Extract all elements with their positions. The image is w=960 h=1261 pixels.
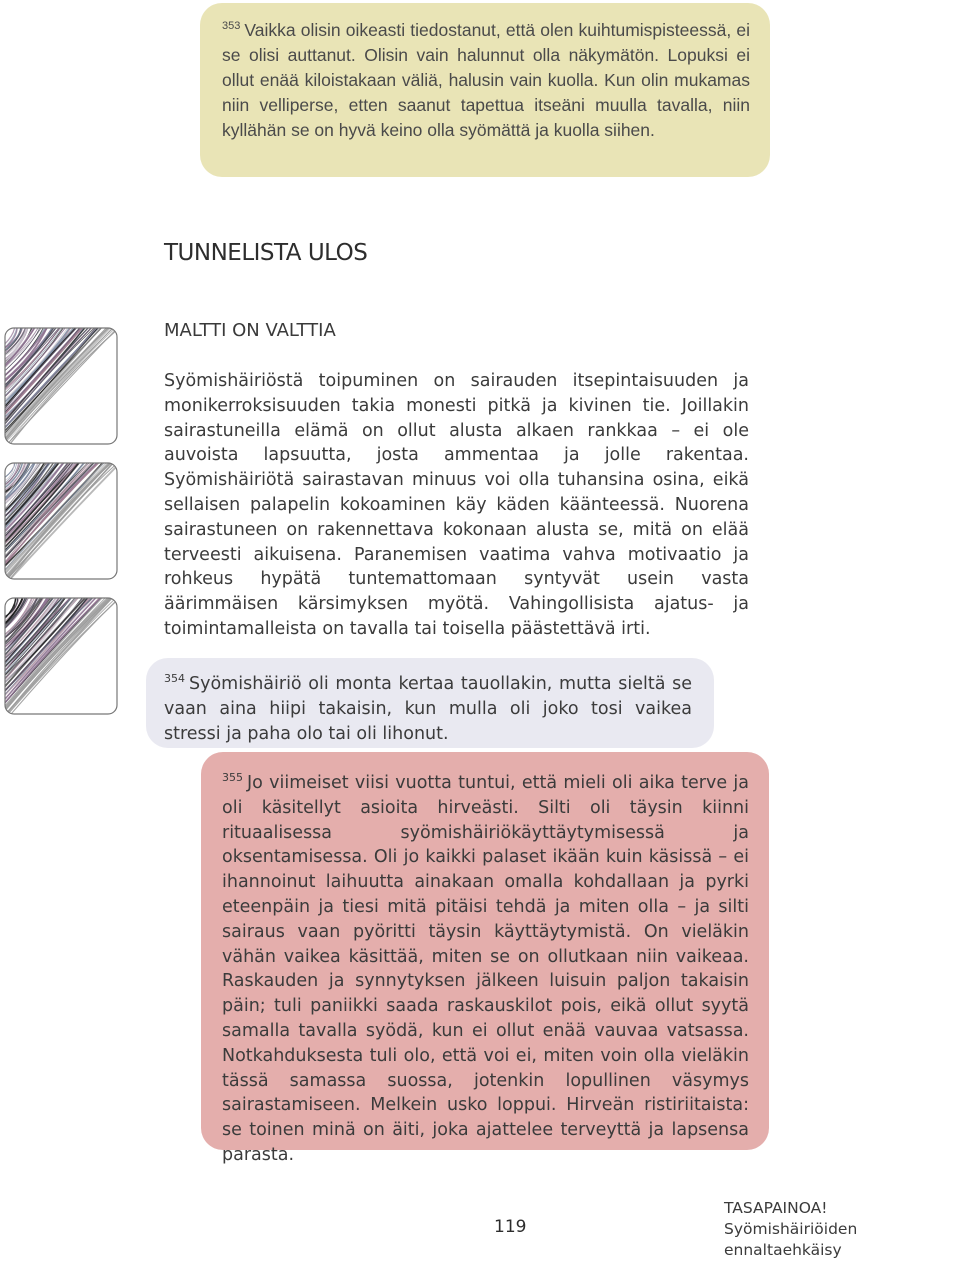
hair-swatch-icon [4,462,118,580]
quote-box-355 [201,752,769,1165]
quote-text: Jo viimeiset viisi vuotta tuntui, että mieli oli aika terve ja oli käsitellyt asioita hirveästi. Silti oli täysin kiinni rituaalisessa syömishäiriökäyttäytymisessä ja oksentamisessa. Oli jo kaikki palaset ikään kuin käsissä – ei ihannoinut laihuutta ainakaan omalla kohdallaan ja pyrki eteenpäin ja tiesi mitä pitäisi tehdä ja miten olla – ja silti sairaus vaan pyöritti täysin käyttäytymistä. On vieläkin vähän vaikea käsittää, miten se on ollutkaan niin vaikeaa. Raskauden ja synnytyksen jälkeen luisuin paljon takaisin päin; tuli paniikki saada raskauskilot pois, eikä ollut syytä samalla tavalla syödä, kun ei ollut enää vauvaa vatsassa. Notkahduksesta tuli olo, että voi ei, miten voin olla vieläkin tässä samassa suossa, jotenkin lopullinen väsymys sairastamiseen. Melkein usko loppui. Hirveän ristiriitaista: se toinen minä on äiti, joka ajattelee terveyttä ja lapsensa parasta. [222,773,749,1165]
footer-brand-subtitle: Syömishäiriöiden ennaltaehkäisy [724,1220,858,1259]
page-number: 119 [494,1217,527,1237]
quote-number: 353 [222,20,241,32]
quote-number: 354 [164,672,185,685]
quote-box-353 [200,3,770,177]
body-paragraph: Syömishäiriöstä toipuminen on sairauden itsepintaisuuden ja monikerroksisuuden takia monesti pitkä ja kivinen tie. Joillakin sairastuneilla elämä on ollut alusta alkaen rankkaa – ei ole auvoista lapsuutta, josta ammentaa ja jolle rakentaa. Syömishäiriötä sairastavan minuus voi olla tuhansina osina, eikä sellaisen palapelin kokoaminen käy käden käänteessä. Nuorena sairastuneen on rakennettava kokonaan alusta se, mitä on elää terveesti aikuisena. Paranemisen vaatima vahva motivaatio ja rohkeus hypätä tuntemattomaan syntyvät usein vasta äärimmäisen kärsimyksen myötä. Vahingollisista ajatus- ja toimintamalleista on tavalla tai toisella päästettävä irti. [164,371,749,639]
footer-brand [724,1198,960,1261]
section-subheading: MALTTI ON VALTTIA [164,320,336,341]
footer-brand-title: TASAPAINOA! [724,1199,828,1217]
quote-box-354 [146,658,714,748]
quote-text: Syömishäiriö oli monta kertaa tauollakin, mutta sieltä se vaan aina hiipi takaisin, kun mulla oli joko tosi vaikea stressi ja paha olo tai oli lihonut. [164,674,692,744]
section-heading: TUNNELISTA ULOS [164,240,368,266]
hair-swatch-icon [4,597,118,715]
quote-text: Vaikka olisin oikeasti tiedostanut, että olen kuihtumispisteessä, ei se olisi auttanut. Olisin vain halunnut olla näkymätön. Lopuksi ei ollut enää kiloistakaan väliä, halusin vain kuolla. Kun olin mukamas niin velliperse, etten saanut tapettua itseäni muulla tavalla, niin kyllähän se on hyvä keino olla syömättä ja kuolla siihen. [222,20,750,140]
hair-swatch-icon [4,327,118,445]
quote-number: 355 [222,771,243,784]
